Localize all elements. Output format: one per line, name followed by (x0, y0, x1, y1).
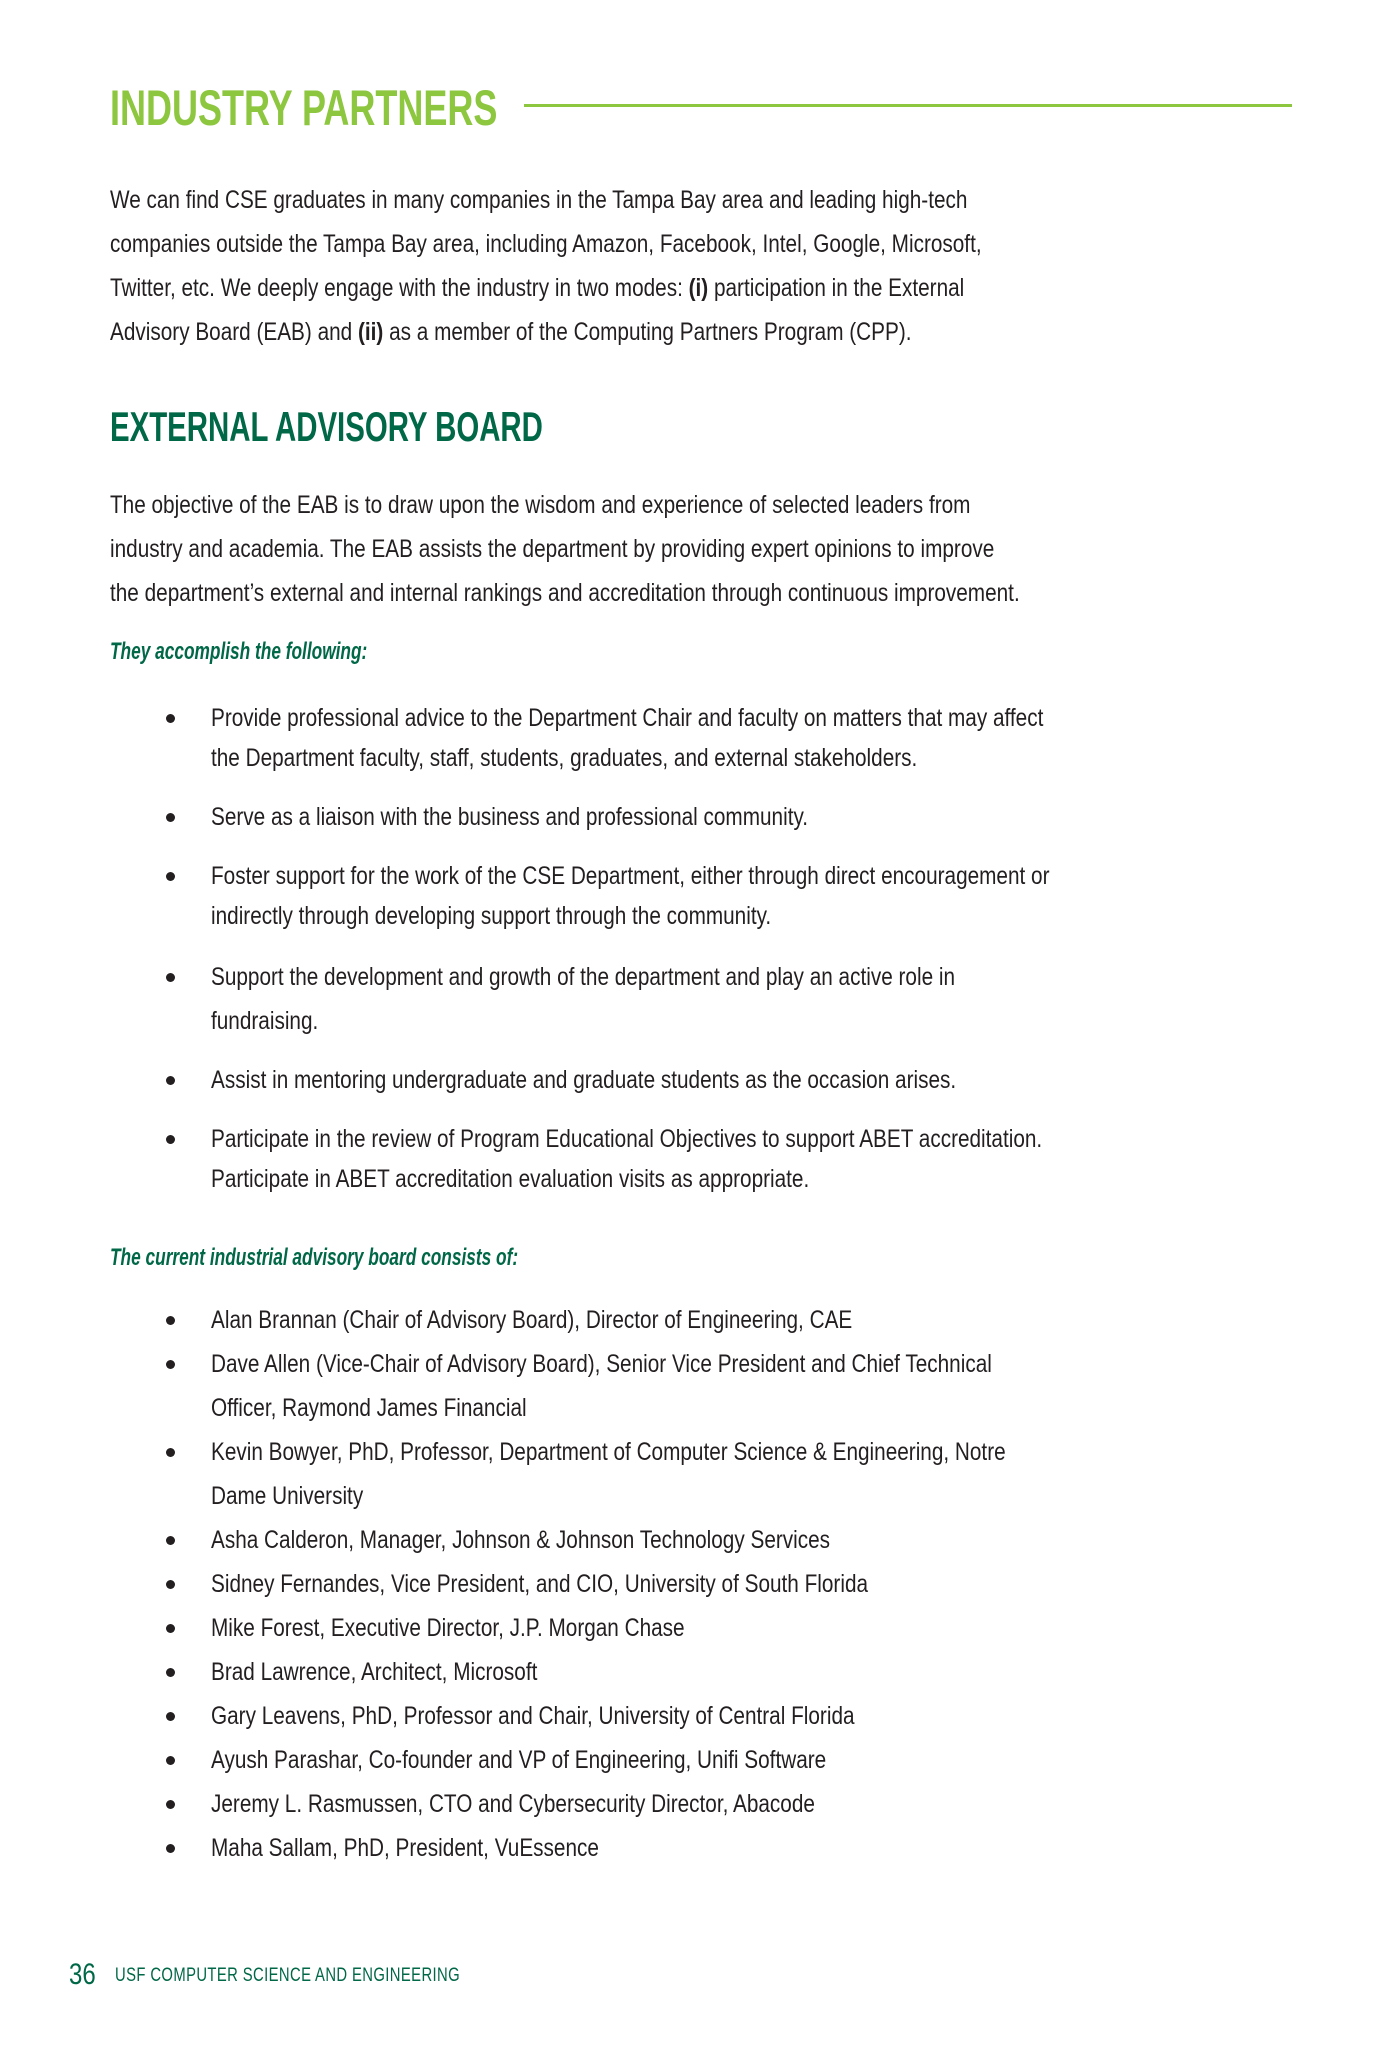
board-member-list (0, 1298, 1396, 1870)
item-text: Assist in mentoring undergraduate and graduate students as the occasion arises. (211, 1066, 957, 1094)
list-item (0, 1060, 1396, 1119)
member-text: Asha Calderon, Manager, Johnson & Johnson Technology Services (211, 1526, 831, 1554)
list-item (0, 856, 1396, 955)
member-text: Dave Allen (Vice-Chair of Advisory Board), Senior Vice President and Chief Technical (211, 1350, 992, 1378)
paragraph-line: industry and academia. The EAB assists the department by providing expert opinions to improve (110, 535, 995, 563)
line-text: participation in the External (708, 274, 965, 302)
board-subheading: The current industrial advisory board consists of: (110, 1244, 519, 1271)
board-member-item (0, 1562, 1396, 1606)
board-member-item (0, 1606, 1396, 1650)
item-text: the Department faculty, staff, students, graduates, and external stakeholders. (211, 744, 918, 772)
member-text: Maha Sallam, PhD, President, VuEssence (211, 1834, 599, 1862)
page-number: 36 (69, 1958, 96, 1991)
line-text: companies outside the Tampa Bay area, including Amazon, Facebook, Intel, Google, Microsoft, (110, 230, 982, 258)
line-text: Twitter, etc. We deeply engage with the industry in two modes: (110, 274, 689, 302)
item-text: indirectly through developing support through the community. (211, 902, 772, 930)
line-text: Advisory Board (EAB) and (110, 318, 358, 346)
list-item (0, 698, 1396, 797)
bullet-icon (166, 1624, 175, 1633)
member-text: Sidney Fernandes, Vice President, and CIO, University of South Florida (211, 1570, 869, 1598)
industry-partners-paragraph (110, 178, 1310, 354)
member-text: Officer, Raymond James Financial (211, 1394, 527, 1422)
bullet-icon (166, 714, 175, 723)
accomplish-subheading: They accomplish the following: (110, 638, 368, 665)
item-text: Participate in the review of Program Educational Objectives to support ABET accreditation. (211, 1125, 1043, 1153)
board-member-item (0, 1650, 1396, 1694)
board-member-item (0, 1738, 1396, 1782)
line-text: We can find CSE graduates in many companies in the Tampa Bay area and leading high-tech (110, 186, 968, 214)
mode-ii-label: (ii) (357, 318, 384, 346)
item-text: Support the development and growth of the department and play an active role in (211, 963, 956, 991)
paragraph-line (110, 310, 1106, 354)
footer-label: USF COMPUTER SCIENCE AND ENGINEERING (115, 1965, 461, 1986)
eab-title: EXTERNAL ADVISORY BOARD (110, 403, 543, 450)
item-text: Serve as a liaison with the business and professional community. (211, 803, 809, 831)
bullet-icon (166, 1712, 175, 1721)
industry-partners-title: INDUSTRY PARTNERS (110, 80, 498, 136)
bullet-icon (166, 1135, 175, 1144)
bullet-icon (166, 1580, 175, 1589)
line-text: as a member of the Computing Partners Program (CPP). (383, 318, 912, 346)
bullet-icon (166, 872, 175, 881)
bullet-icon (166, 1668, 175, 1677)
list-item (0, 1119, 1396, 1199)
accomplish-list (0, 698, 1396, 1199)
member-text: Gary Leavens, PhD, Professor and Chair, University of Central Florida (211, 1702, 855, 1730)
paragraph-line: the department’s external and internal rankings and accreditation through continuous improvement. (110, 579, 1020, 607)
bullet-icon (166, 1360, 175, 1369)
bullet-icon (166, 1076, 175, 1085)
board-member-item (0, 1826, 1396, 1870)
list-item (0, 797, 1396, 856)
bullet-icon (166, 1800, 175, 1809)
member-text: Alan Brannan (Chair of Advisory Board), Director of Engineering, CAE (211, 1306, 853, 1334)
paragraph-line: The objective of the EAB is to draw upon the wisdom and experience of selected leaders from (110, 491, 971, 519)
board-member-item (0, 1782, 1396, 1826)
bullet-icon (166, 1756, 175, 1765)
title-rule-divider (524, 104, 1292, 107)
item-text: Foster support for the work of the CSE Department, either through direct encouragement or (211, 862, 1050, 890)
member-text: Kevin Bowyer, PhD, Professor, Department of Computer Science & Engineering, Notre (211, 1438, 1006, 1466)
bullet-icon (166, 1316, 175, 1325)
paragraph-line (110, 178, 1106, 222)
eab-paragraph (110, 483, 1310, 615)
board-member-item (0, 1518, 1396, 1562)
bullet-icon (166, 1536, 175, 1545)
member-text: Ayush Parashar, Co-founder and VP of Engineering, Unifi Software (211, 1746, 827, 1774)
board-member-item (0, 1694, 1396, 1738)
paragraph-line (110, 266, 1106, 310)
member-text: Dame University (211, 1482, 364, 1510)
mode-i-label: (i) (688, 274, 709, 302)
member-text: Mike Forest, Executive Director, J.P. Morgan Chase (211, 1614, 685, 1642)
bullet-icon (166, 813, 175, 822)
bullet-icon (166, 973, 175, 982)
board-member-item (0, 1298, 1396, 1342)
paragraph-line (110, 222, 1106, 266)
board-member-item (0, 1430, 1396, 1518)
member-text: Jeremy L. Rasmussen, CTO and Cybersecurity Director, Abacode (211, 1790, 815, 1818)
industry-partners-header (110, 80, 1292, 136)
item-text: fundraising. (211, 1007, 319, 1035)
member-text: Brad Lawrence, Architect, Microsoft (211, 1658, 538, 1686)
bullet-icon (166, 1448, 175, 1457)
list-item (0, 955, 1396, 1060)
item-text: Provide professional advice to the Department Chair and faculty on matters that may affect (211, 704, 1044, 732)
item-text: Participate in ABET accreditation evaluation visits as appropriate. (211, 1165, 810, 1193)
board-member-item (0, 1342, 1396, 1430)
bullet-icon (166, 1844, 175, 1853)
